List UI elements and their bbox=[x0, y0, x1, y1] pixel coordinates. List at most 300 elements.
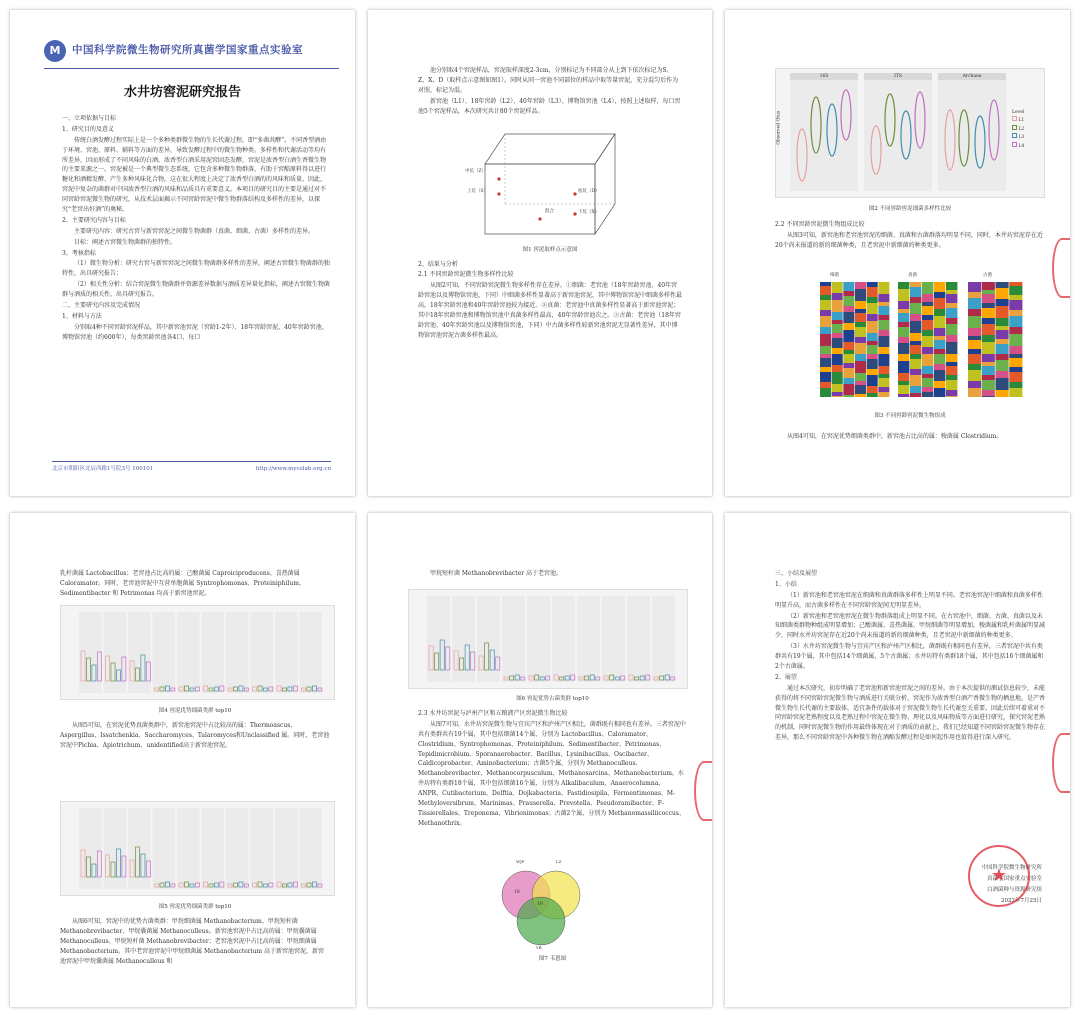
heading: 2、展望 bbox=[775, 673, 797, 681]
stacked-segment bbox=[910, 333, 921, 341]
heading: 1、研究目的及意义 bbox=[62, 125, 114, 133]
violin-group bbox=[864, 80, 932, 188]
letterhead-title: 中国科学院微生物研究所真菌学国家重点实验室 bbox=[72, 44, 303, 57]
stacked-segment bbox=[910, 297, 921, 303]
stacked-segment bbox=[968, 340, 981, 349]
stacked-segment bbox=[922, 320, 933, 330]
stacked-segment bbox=[946, 303, 957, 308]
stacked-segment bbox=[855, 313, 866, 322]
facet-panel bbox=[153, 612, 176, 693]
stacked-segment bbox=[946, 354, 957, 362]
stacked-segment bbox=[996, 306, 1009, 318]
stacked-segment bbox=[982, 294, 995, 303]
stacked-segment bbox=[898, 381, 909, 385]
stacked-segment bbox=[982, 342, 995, 354]
stacked-segment bbox=[898, 301, 909, 309]
stacked-segment bbox=[867, 287, 878, 297]
stacked-segment bbox=[934, 336, 945, 340]
stacked-segment bbox=[996, 318, 1009, 326]
stacked-segment bbox=[922, 347, 933, 354]
stacked-segment bbox=[934, 388, 945, 397]
stacked-segment bbox=[968, 349, 981, 354]
stacked-segment bbox=[878, 387, 889, 392]
stacked-segment bbox=[1009, 367, 1022, 372]
stacked-segment bbox=[910, 341, 921, 345]
stacked-segment bbox=[982, 362, 995, 366]
stacked-segment bbox=[855, 327, 866, 337]
signature-lab: 真菌学国家重点实验室 bbox=[986, 876, 1042, 882]
figure-1-sampling-diagram bbox=[465, 124, 635, 244]
stacked-segment bbox=[934, 370, 945, 381]
stacked-segment bbox=[922, 366, 933, 374]
pit-box-drawing bbox=[465, 124, 635, 244]
legend-item: L1 bbox=[1012, 116, 1024, 124]
heading: 2.1 不同窖龄窖泥微生物多样性比较 bbox=[418, 271, 514, 279]
stacked-segment bbox=[867, 321, 878, 333]
figure-4-boxplots bbox=[60, 605, 335, 700]
stacked-segment bbox=[855, 282, 866, 289]
stacked-segment bbox=[843, 330, 854, 342]
stacked-segment bbox=[968, 370, 981, 381]
boxplot-grid bbox=[409, 590, 689, 690]
stacked-segment bbox=[867, 345, 878, 354]
heading: 3、考核指标 bbox=[62, 249, 96, 257]
paragraph: 分别取4种不同窖龄窖泥样品，其中新窖池窖泥（窖龄1-2年）、18年窖龄窖泥、40年窖龄窖池、博物馆窖池（约600年），每类窖龄窖池各4口，每口 bbox=[62, 323, 328, 341]
paragraph: 从图4可知，在窖泥优势细菌类群中，新窖池占比高的属：梭菌属 Clostridium。 bbox=[787, 433, 1003, 440]
stacked-segment bbox=[934, 282, 945, 292]
facet-panel bbox=[275, 612, 298, 693]
stacked-segment bbox=[867, 297, 878, 303]
paragraph: 从图7可知，水井坊窖泥微生物与宜宾产区和泸州产区相比，菌群既有相同也有差异。三者窖泥中共有类群共有19个属，其中包括细菌14个属，分别为 Lactobacillus、Caloramator、Clostridium、Syntrophomonas、Proteiniphilum、Sedimentibacter、Petrimonas、Tepidimicrobium、Sporanaerobacter、Bacillus、Lysinibacillus、Oscibacter、Caldicoprobacter、Aminobacterium；古菌5个属，分别为 Methanoculleus、Methanobrevibacter、Methanocorpusculum、Methanosarcina、Methanobacterium。水井坊特有类群18个属，其中包括细菌16个属，分别为 Alkalibaculum、Anaerocolumna、ANPR、Cutibacterium、Delftia、Dojkabacteria、Fastidiosipila、Fermentimonas、M-Methyloversibrum、Marinimas、Prauserella、Prevotella、Pseudoramibacter、F-Tissierellales、Treponema、Vibrionimonas；古菌2个属，分别为 Methanomassiliicoccus、Methanothrix。 bbox=[418, 720, 686, 827]
stacked-segment bbox=[878, 347, 889, 354]
page6-body bbox=[775, 569, 1045, 744]
stacked-segment bbox=[867, 282, 878, 287]
diagram-label-mix: 混合 bbox=[545, 209, 554, 215]
stacked-segment bbox=[1009, 282, 1022, 286]
page3-body bbox=[775, 220, 1045, 252]
stacked-segment bbox=[982, 290, 995, 294]
stacked-segment bbox=[934, 298, 945, 309]
stacked-segment bbox=[867, 393, 878, 397]
stacked-segment bbox=[922, 354, 933, 366]
stacked-segment bbox=[855, 322, 866, 327]
stacked-segment bbox=[843, 282, 854, 291]
stacked-segment bbox=[832, 324, 843, 333]
stacked-segment bbox=[996, 339, 1009, 344]
stacked-segment bbox=[1009, 286, 1022, 295]
heading: 2、结果与分析 bbox=[418, 260, 458, 268]
paragraph: 乳杆菌属 Lactobacillus；老窖池占比高的属：己酸菌属 Caproiciproducens、喜热菌属 Caloramator。同时，老窖池窖泥中互营单胞菌属 Syntrophomonas、Proteiniphilum、Sedimentibacter 和 Petrimonas 均高于新窖池窖泥。 bbox=[60, 570, 305, 597]
stacked-segment bbox=[910, 314, 921, 321]
stacked-segment bbox=[855, 301, 866, 309]
stacked-segment bbox=[968, 388, 981, 397]
stacked-segment bbox=[934, 328, 945, 336]
facet-panel bbox=[226, 808, 249, 889]
stacked-segment bbox=[878, 378, 889, 387]
stacked-segment bbox=[832, 300, 843, 312]
stacked-segment bbox=[996, 390, 1009, 397]
stacked-segment bbox=[982, 318, 995, 324]
report-page-1 bbox=[10, 10, 355, 496]
stacked-segment bbox=[832, 384, 843, 392]
stacked-segment bbox=[946, 308, 957, 318]
venn-count: 18 bbox=[514, 890, 520, 895]
stacked-segment bbox=[843, 384, 854, 395]
stacked-segment bbox=[878, 392, 889, 397]
stacked-segment bbox=[910, 369, 921, 375]
heading: 2、主要研究内容与目标 bbox=[62, 216, 126, 224]
stacked-segment bbox=[996, 282, 1009, 288]
seal-stamp-edge bbox=[694, 761, 712, 821]
facet-panel bbox=[527, 596, 550, 682]
stacked-segment bbox=[910, 354, 921, 359]
violin-group bbox=[790, 80, 858, 188]
venn-label: YB bbox=[536, 945, 542, 950]
stacked-segment bbox=[878, 302, 889, 306]
stacked-segment bbox=[946, 362, 957, 366]
stacked-segment bbox=[855, 354, 866, 361]
heading: 2.3 水井坊窖泥与泸州产区和五粮液产区窖泥微生物比较 bbox=[418, 710, 568, 717]
stacked-segment bbox=[934, 349, 945, 354]
stacked-segment bbox=[855, 343, 866, 354]
venn-label: LZ bbox=[556, 859, 562, 864]
stacked-segment bbox=[910, 375, 921, 386]
stacked-segment bbox=[867, 341, 878, 345]
stacked-segment bbox=[867, 369, 878, 375]
stacked-segment bbox=[996, 299, 1009, 306]
facet-panel bbox=[577, 596, 600, 682]
figure-6-boxplots bbox=[408, 589, 688, 689]
stacked-segment bbox=[832, 293, 843, 300]
stacked-segment bbox=[843, 363, 854, 368]
fig3-panel-title: 古菌 bbox=[983, 273, 992, 278]
facet-panel bbox=[300, 808, 323, 889]
stacked-segment bbox=[922, 330, 933, 336]
stacked-segment bbox=[982, 366, 995, 375]
stacked-segment bbox=[922, 378, 933, 387]
paragraph: （1）微生物分析：研究古窖与新窖窖泥之间微生物菌群多样性的差异，阐述古窖微生物菌群的独特性，出具研究报告； bbox=[62, 260, 330, 278]
diagram-label-d: 底坑（D） bbox=[578, 189, 600, 195]
stacked-segment bbox=[832, 354, 843, 365]
figure-7-venn bbox=[496, 859, 586, 950]
stacked-segment bbox=[922, 294, 933, 302]
institute-logo: M bbox=[44, 40, 66, 62]
stacked-segment bbox=[968, 292, 981, 298]
figure-1-caption: 图1 窖泥取样点示意图 bbox=[522, 247, 578, 254]
stacked-segment bbox=[982, 375, 995, 380]
stacked-segment bbox=[898, 354, 909, 361]
stacked-segment bbox=[1009, 316, 1022, 327]
stacked-segment bbox=[934, 381, 945, 388]
stacked-segment bbox=[820, 388, 831, 397]
venn-label: WJF bbox=[516, 859, 525, 864]
stacked-segment bbox=[867, 359, 878, 369]
stacked-segment bbox=[843, 342, 854, 350]
seal-star-icon: ★ bbox=[990, 865, 1008, 887]
stacked-segment bbox=[898, 322, 909, 327]
stacked-segment bbox=[1009, 346, 1022, 354]
stacked-segment bbox=[820, 316, 831, 327]
signature-date: 2022年7月25日 bbox=[1001, 898, 1042, 904]
figure-3-stacked-bars bbox=[800, 272, 1030, 402]
report-page-3 bbox=[725, 10, 1070, 496]
stacked-segment bbox=[832, 348, 843, 354]
stacked-segment bbox=[946, 380, 957, 390]
footer-address: 北京市朝阳区北辰西路1号院3号 100101 bbox=[52, 465, 154, 472]
stacked-segment bbox=[1009, 358, 1022, 367]
stacked-segment bbox=[843, 395, 854, 397]
stacked-segment bbox=[843, 291, 854, 296]
stacked-segment bbox=[1009, 327, 1022, 334]
stacked-segment bbox=[820, 346, 831, 354]
stacked-segment bbox=[982, 308, 995, 318]
stacked-segment bbox=[946, 318, 957, 324]
stacked-segment bbox=[946, 366, 957, 375]
paragraph: 新窖池（L1）、18年窖龄（L2）、40年窖龄（L3）、博物馆窖池（L4），按照上述取样，每口窖池5个窖泥样品，本次研究共计80个窖泥样品。 bbox=[418, 97, 681, 115]
facet-panel bbox=[251, 612, 274, 693]
fig2-panel-title: ITS bbox=[864, 73, 932, 80]
stacked-segment bbox=[1009, 382, 1022, 388]
legend-item: L2 bbox=[1012, 125, 1024, 133]
facet-panel bbox=[177, 808, 200, 889]
stacked-segment bbox=[982, 380, 995, 390]
stacked-segment bbox=[968, 282, 981, 292]
figure-2-violin-plots bbox=[775, 68, 1045, 198]
facet-panel bbox=[226, 612, 249, 693]
stacked-segment bbox=[832, 365, 843, 372]
facet-panel bbox=[552, 596, 575, 682]
stacked-segment bbox=[982, 324, 995, 335]
stacked-segment bbox=[820, 382, 831, 388]
fig3-panel-title: 细菌 bbox=[830, 273, 839, 278]
signature-institute: 中国科学院微生物研究所 bbox=[981, 865, 1042, 871]
stacked-segment bbox=[867, 354, 878, 359]
stacked-segment bbox=[855, 381, 866, 385]
stacked-segment bbox=[820, 354, 831, 358]
stacked-segment bbox=[843, 350, 854, 354]
stacked-segment bbox=[982, 354, 995, 362]
stacked-segment bbox=[910, 386, 921, 393]
figure-3-caption: 图3 不同窖龄窖泥微生物组成 bbox=[874, 413, 946, 419]
stacked-segment bbox=[934, 340, 945, 349]
stacked-segment bbox=[968, 328, 981, 336]
stacked-segment bbox=[922, 315, 933, 320]
stacked-segment bbox=[934, 309, 945, 316]
stacked-segment bbox=[878, 336, 889, 347]
facet-panel bbox=[652, 596, 675, 682]
stacked-segment bbox=[968, 336, 981, 340]
stacked-segment bbox=[820, 358, 831, 367]
stacked-segment bbox=[867, 333, 878, 341]
diagram-label-z: 中坑（Z） bbox=[465, 169, 487, 175]
stacked-bar-chart bbox=[800, 272, 1030, 402]
stacked-segment bbox=[1009, 372, 1022, 382]
figure-5-boxplots bbox=[60, 801, 335, 896]
stacked-segment bbox=[878, 354, 889, 366]
stacked-segment bbox=[832, 338, 843, 348]
paragraph: 目标：阐述古窖微生物菌群的独特性。 bbox=[74, 238, 177, 246]
figure-6-caption: 图6 窖泥优势古菌类群 top10 bbox=[516, 696, 589, 702]
paragraph: 从图6可知，窖泥中的优势古菌类群：甲烷细菌属 Methanobacterium、甲烷短杆菌 Methanobrevibacter、甲烷囊菌属 Methanoculleus。新窖池窖泥中占比高的属：甲烷囊菌属 Methanoculleus、甲烷短杆菌 Methanobrevibacter；老窖池窖泥中占比高的属：甲烷细菌属 Methanobacterium。其中老窖池窖泥中甲烷细菌属 Methanobacterium 高于新窖池窖泥，新窖池窖泥中甲烷囊菌属 Methanoculleus 和 bbox=[60, 918, 325, 965]
stacked-segment bbox=[855, 361, 866, 373]
stacked-segment bbox=[898, 394, 909, 397]
stacked-segment bbox=[878, 282, 889, 294]
stacked-segment bbox=[898, 361, 909, 373]
stacked-segment bbox=[898, 343, 909, 354]
paragraph: 从图2可知，不同窖龄窖泥微生物多样性存在差异。①细菌：老窖池（18年窖龄窖池、40年窖龄窖池以及博物馆窖池，下同）中细菌多样性显著高于新窖池窖泥，其中博物馆窖泥中细菌多样性最高，18年窖龄窖池和40年窖龄窖池较为接近。②真菌：老窖池中真菌多样性显著高于新窖池窖泥；其中18年窖龄窖池和博物馆窖池中真菌多样性最高，40年窖龄窖池次之。③古菌：老窖池（18年窖龄窖池、40年窖龄窖池以及博物馆窖池，下同）中古菌多样性较新窖池窖泥无显著性差异，其中博物馆窖池窖泥古菌多样性最高。 bbox=[418, 282, 683, 339]
stacked-segment bbox=[898, 327, 909, 337]
stacked-segment bbox=[946, 282, 957, 290]
paragraph: 从图3可知，新窖池和老窖池窖泥的细菌、真菌和古菌群落均明显不同，同时，本井坊窖泥存在近20个尚未报道的新的细菌种类，且老窖泥中新细菌的种类更多。 bbox=[775, 231, 1043, 249]
seal-stamp-edge bbox=[1052, 733, 1070, 793]
stacked-segment bbox=[820, 367, 831, 372]
paragraph: （1）新窖池和老窖池窖泥在细菌和真菌群落多样性上明显不同。老窖池窖泥中细菌和真菌多样性明显升高，而古菌多样性在不同窖龄窖泥间无明显差异。 bbox=[775, 591, 1043, 609]
stacked-segment bbox=[867, 375, 878, 386]
stacked-segment bbox=[1009, 354, 1022, 358]
stacked-segment bbox=[832, 372, 843, 384]
stacked-segment bbox=[855, 289, 866, 301]
paragraph: （3）水井坊窖泥微生物与宜宾产区和泸州产区相比，菌群既有相同也有差异，三者窖泥中共有类群共有19个属，其中包括14个细菌属，5个古菌属；水井坊特有类群18个属，其中包括16个细菌属和2个古菌属。 bbox=[775, 643, 1044, 671]
stacked-segment bbox=[898, 313, 909, 322]
stacked-segment bbox=[867, 314, 878, 321]
stacked-segment bbox=[982, 335, 995, 342]
stacked-segment bbox=[843, 306, 854, 312]
stacked-segment bbox=[898, 385, 909, 394]
stacked-segment bbox=[878, 320, 889, 330]
stacked-segment bbox=[968, 309, 981, 316]
legend-item: L4 bbox=[1012, 142, 1024, 150]
stacked-segment bbox=[996, 378, 1009, 390]
stacked-segment bbox=[968, 298, 981, 309]
stacked-segment bbox=[996, 326, 1009, 330]
stacked-segment bbox=[1009, 388, 1022, 397]
paragraph: 甲烷短杆菌 Methanobrevibacter 高于老窖池。 bbox=[430, 570, 563, 577]
stacked-segment bbox=[1009, 300, 1022, 310]
fig2-panel bbox=[864, 73, 932, 191]
stacked-segment bbox=[934, 364, 945, 370]
heading: 一、立项依据与目标 bbox=[62, 115, 117, 122]
stacked-segment bbox=[982, 303, 995, 308]
stacked-segment bbox=[832, 392, 843, 396]
stacked-segment bbox=[946, 342, 957, 354]
stacked-segment bbox=[855, 309, 866, 313]
stacked-segment bbox=[996, 360, 1009, 371]
fig2-ylabel: Observed Otus bbox=[776, 110, 782, 145]
paragraph: 主要研究内容：研究古窖与新窖窖泥之间微生物菌群（真菌、细菌、古菌）多样性的差异。 bbox=[74, 227, 315, 235]
fig2-panel-title: Archaea bbox=[938, 73, 1006, 80]
stacked-segment bbox=[878, 330, 889, 336]
fig2-legend bbox=[1012, 109, 1024, 150]
stacked-segment bbox=[968, 316, 981, 328]
report-title: 水井坊窖泥研究报告 bbox=[123, 85, 241, 100]
stacked-segment bbox=[898, 337, 909, 343]
stacked-segment bbox=[922, 302, 933, 306]
stacked-segment bbox=[855, 373, 866, 381]
facet-panel bbox=[202, 808, 225, 889]
stacked-segment bbox=[982, 396, 995, 397]
facet-panel bbox=[202, 612, 225, 693]
stacked-segment bbox=[982, 282, 995, 290]
stacked-segment bbox=[820, 282, 831, 286]
fig2-panel bbox=[938, 73, 1006, 191]
stacked-segment bbox=[898, 373, 909, 381]
stacked-segment bbox=[922, 387, 933, 392]
footer-url: http://www.mycolab.org.cn bbox=[255, 465, 331, 472]
official-seal-stamp bbox=[968, 845, 1030, 907]
signature-group: 白酒菌种与资源研究组 bbox=[986, 887, 1042, 893]
boxplot-grid bbox=[61, 606, 336, 701]
stacked-segment bbox=[946, 375, 957, 380]
stacked-segment bbox=[910, 321, 921, 333]
page1-body bbox=[62, 114, 331, 344]
stacked-segment bbox=[946, 335, 957, 342]
stacked-segment bbox=[1009, 310, 1022, 316]
paragraph: 从图5可知，在窖泥优势真菌类群中，新窖池窖泥中占比较高的属：Thermoascus、Aspergillus、Issatchenkia、Saccharomyces、Talaromyces和Unclassified 属。同时，老窖池窖泥中Pichia、Apiotrichum、unidentified高于新窖池窖泥。 bbox=[60, 722, 330, 749]
stacked-segment bbox=[910, 287, 921, 297]
heading: 2.2 不同窖龄窖泥微生物组成比较 bbox=[775, 221, 865, 228]
stacked-segment bbox=[820, 334, 831, 346]
stacked-segment bbox=[832, 282, 843, 293]
stacked-segment bbox=[996, 371, 1009, 378]
letterhead bbox=[44, 40, 339, 69]
stacked-segment bbox=[832, 320, 843, 324]
facet-panel bbox=[602, 596, 625, 682]
stacked-segment bbox=[878, 366, 889, 374]
stacked-segment bbox=[843, 296, 854, 306]
report-page-4 bbox=[10, 513, 355, 1007]
stacked-segment bbox=[843, 378, 854, 384]
facet-panel bbox=[275, 808, 298, 889]
stacked-segment bbox=[968, 381, 981, 388]
heading: 三、小结及展望 bbox=[775, 570, 818, 577]
fig2-panel-title: 16S bbox=[790, 73, 858, 80]
stacked-segment bbox=[867, 303, 878, 314]
paragraph: 通过本次研究，初步明确了老窖池和新窖池窖泥之间的差异。由于本次提供的测试信息较少，未能获得的将不同窖龄窖泥微生物与酒质进行关联分析，窖泥作为浓香型白酒产香微生物的栖息地，是产香微生物生长代谢的主要载体，适宜条件的载体对于窖泥微生物生长代谢至关重要。因此后续可着重对不同窖龄窖泥老熟程度以及老熟过程中窖泥在微生物、理化以及风味物质等方面进行研究，探究窖泥老熟的机制，同时窖泥微生物的作用最终体现在对于酒质的贡献上，我们已经知道不同窖龄窖泥微生物存在差异，那么不同窖龄窖泥中各种微生物在酒醅发酵过程是如何起作用也值得进行深入研究。 bbox=[775, 684, 1046, 742]
page5-body bbox=[418, 709, 687, 830]
facet-panel bbox=[300, 612, 323, 693]
figure-2-caption: 图2 不同窖龄窖泥细菌多样性比较 bbox=[868, 206, 952, 212]
stacked-segment bbox=[843, 312, 854, 323]
stacked-segment bbox=[996, 344, 1009, 354]
stacked-segment bbox=[832, 396, 843, 397]
stacked-segment bbox=[996, 330, 1009, 339]
stacked-segment bbox=[934, 316, 945, 328]
stacked-segment bbox=[832, 312, 843, 320]
stacked-segment bbox=[946, 324, 957, 335]
report-page-6 bbox=[725, 513, 1070, 1007]
stacked-segment bbox=[820, 295, 831, 300]
legend-title: Level bbox=[1012, 110, 1025, 115]
stacked-segment bbox=[910, 393, 921, 397]
stacked-segment bbox=[855, 394, 866, 397]
stacked-segment bbox=[898, 289, 909, 301]
facet-panel bbox=[502, 596, 525, 682]
figure-4-caption: 图4 窖泥优势细菌类群 top10 bbox=[158, 708, 232, 714]
stacked-segment bbox=[820, 327, 831, 334]
stacked-segment bbox=[922, 374, 933, 378]
stacked-segment bbox=[922, 336, 933, 347]
stacked-segment bbox=[982, 390, 995, 396]
report-page-5 bbox=[368, 513, 712, 1007]
legend-item: L3 bbox=[1012, 133, 1024, 141]
stacked-segment bbox=[1009, 334, 1022, 346]
stacked-segment bbox=[898, 282, 909, 289]
stacked-segment bbox=[878, 315, 889, 320]
seal-stamp-edge bbox=[1052, 238, 1070, 298]
heading: 1、材料与方法 bbox=[62, 312, 102, 320]
stacked-segment bbox=[946, 294, 957, 303]
paragraph: （2）新窖池和老窖池窖泥在微生物群落组成上明显不同。在古窖池中，细菌、古菌、真菌以及未知细菌类群物种组成明显增加；己酸菌属、喜热菌属、甲烷细菌等明显增加，梭菌属和乳杆菌属明显减少，同时水井坊窖泥存在近20个尚未报道的新的细菌种类，且老窖泥中新细菌的种类更多。 bbox=[775, 612, 1046, 640]
